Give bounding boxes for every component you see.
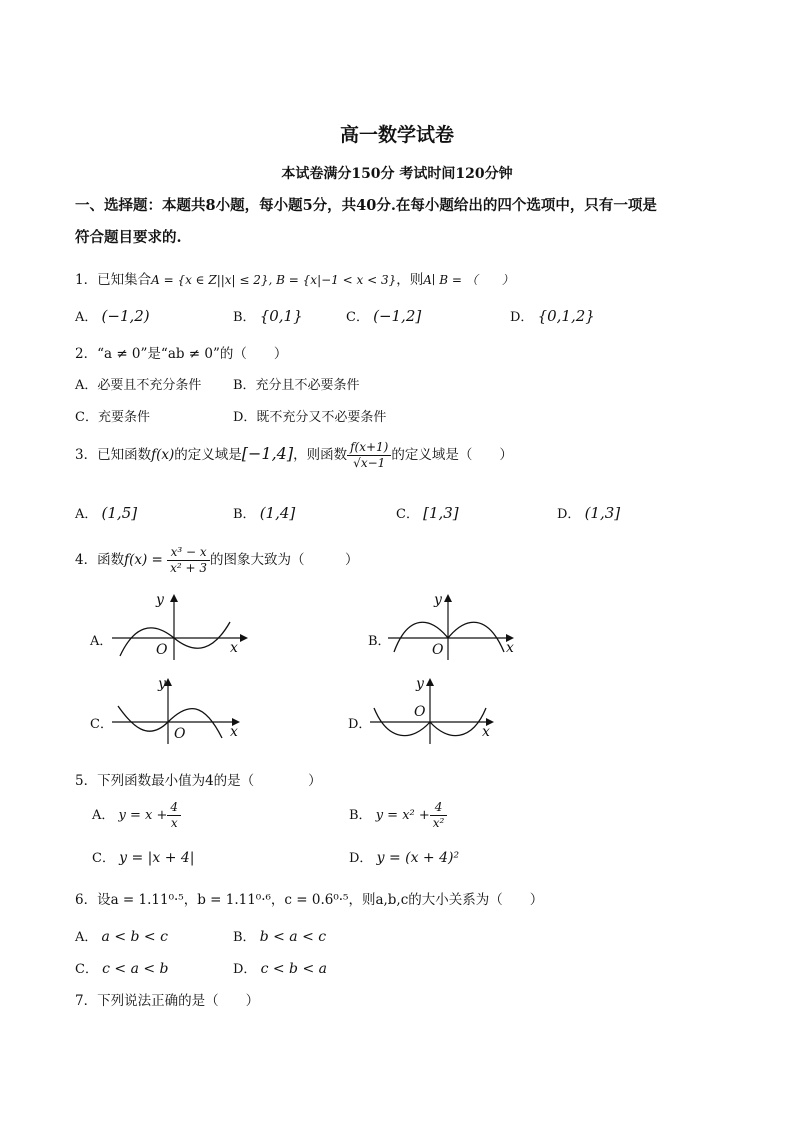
numerator: 4: [167, 800, 181, 816]
question-4: [75, 545, 359, 576]
option-letter: C．: [396, 507, 419, 522]
option-value: y = x +: [118, 808, 168, 823]
q1-pre: 1．已知集合: [75, 272, 152, 288]
q3-post: 的定义域是（ ）: [391, 447, 513, 463]
option-letter: B．: [233, 507, 256, 522]
q1-option-d[interactable]: [510, 306, 595, 325]
q3-domain: [−1,4]: [241, 444, 294, 463]
q4-denominator: x² + 3: [170, 561, 208, 575]
q3-denominator: √x−1: [353, 456, 386, 470]
option-letter: A．: [75, 930, 98, 945]
question-6: 6．设a = 1.11⁰·⁵，b = 1.11⁰·⁶，c = 0.6⁰·⁵，则a,b,c的大小关系为（ ）: [75, 892, 544, 908]
option-value: (−1,2]: [373, 307, 422, 325]
q3-option-b[interactable]: [233, 503, 295, 522]
option-letter: D．: [233, 962, 257, 977]
page-title: 高一数学试卷: [339, 124, 454, 146]
q3-option-d[interactable]: [557, 503, 620, 522]
q3-option-c[interactable]: [396, 503, 459, 522]
option-value: b < a < c: [259, 929, 327, 945]
q4-fx: f(x) =: [124, 552, 163, 568]
q6-option-c[interactable]: [75, 958, 169, 977]
x-label: x: [506, 640, 514, 656]
q4-fraction: [167, 545, 210, 576]
option-letter: C．: [75, 962, 98, 977]
q1-option-b[interactable]: [233, 306, 303, 325]
question-2: 2．“a ≠ 0”是“ab ≠ 0”的（ ）: [75, 346, 288, 362]
option-letter: C．: [92, 851, 115, 866]
option-letter: B．: [349, 808, 372, 823]
q6-option-b[interactable]: [233, 926, 326, 945]
q2-option-a[interactable]: A．必要且不充分条件: [75, 378, 202, 393]
option-value: (1,5]: [101, 504, 138, 522]
option-letter: A．: [75, 310, 98, 325]
y-label: y: [416, 676, 424, 692]
option-value: c < b < a: [260, 961, 327, 977]
question-1: [75, 268, 514, 288]
q1-ask: A∣ B = （ ）: [423, 273, 514, 287]
origin-label: O: [156, 642, 168, 658]
q1-option-c[interactable]: [346, 306, 421, 325]
q5-b-fraction: [430, 800, 448, 831]
origin-label: O: [414, 704, 426, 720]
option-letter: B．: [233, 930, 256, 945]
q3-numerator: f(x+1): [347, 440, 391, 456]
q6-option-d[interactable]: [233, 958, 327, 977]
q3-fx: f(x): [151, 447, 175, 463]
option-value: a < b < c: [101, 929, 168, 945]
option-value: (1,3]: [584, 504, 621, 522]
q5-a-fraction: [167, 800, 181, 831]
y-axis-arrow-icon: [444, 594, 452, 602]
q3-pre: 3．已知函数: [75, 447, 152, 463]
option-value: {0,1}: [259, 307, 303, 325]
q2-option-c[interactable]: C．充要条件: [75, 410, 150, 425]
q2-option-b[interactable]: B．充分且不必要条件: [233, 378, 360, 393]
question-3: [75, 440, 513, 471]
curve: [394, 622, 504, 652]
option-value: {0,1,2}: [537, 307, 595, 325]
x-label: x: [230, 640, 238, 656]
q4-option-a[interactable]: A．: [90, 634, 113, 649]
question-7: 7．下列说法正确的是（ ）: [75, 993, 260, 1009]
q4-graph-b: [388, 592, 528, 662]
q3-mid2: ，则函数: [293, 447, 348, 463]
q1-option-a[interactable]: [75, 306, 150, 325]
x-label: x: [482, 724, 490, 740]
numerator: 4: [430, 800, 448, 816]
q6-option-a[interactable]: [75, 926, 168, 945]
q5-option-d[interactable]: [349, 847, 459, 866]
option-value: y = |x + 4|: [119, 850, 195, 866]
x-label: x: [230, 724, 238, 740]
q1-post: ，则: [396, 272, 424, 288]
y-axis-arrow-icon: [426, 678, 434, 686]
option-letter: A．: [92, 808, 115, 823]
q4-graph-c: [112, 676, 252, 746]
q4-graph-a: [112, 592, 252, 662]
q5-option-a[interactable]: [92, 800, 181, 831]
y-axis-arrow-icon: [170, 594, 178, 602]
x-axis-arrow-icon: [240, 634, 248, 642]
y-label: y: [156, 592, 164, 608]
section-heading-cont: 符合题目要求的.: [75, 229, 182, 246]
option-value: [1,3]: [423, 504, 459, 522]
denominator: x: [170, 816, 178, 830]
q4-pre: 4．函数: [75, 552, 125, 568]
denominator: x²: [432, 816, 445, 830]
option-value: y = (x + 4)²: [376, 850, 460, 866]
q4-graph-d: [370, 676, 510, 746]
q3-fraction: [347, 440, 391, 471]
option-value: (1,4]: [259, 504, 296, 522]
q4-option-b[interactable]: B．: [368, 634, 391, 649]
q5-option-c[interactable]: [92, 847, 195, 866]
option-letter: D．: [557, 507, 581, 522]
q3-mid: 的定义域是: [174, 447, 242, 463]
q1-sets: A = {x ∈ Z||x| ≤ 2}, B = {x|−1 < x < 3}: [151, 273, 397, 287]
q5-option-b[interactable]: [349, 800, 447, 831]
origin-label: O: [174, 726, 186, 742]
option-letter: C．: [346, 310, 369, 325]
origin-label: O: [432, 642, 444, 658]
option-value: y = x² +: [375, 808, 430, 823]
q4-option-c[interactable]: C．: [90, 717, 113, 732]
q4-option-d[interactable]: D．: [348, 717, 372, 732]
y-label: y: [158, 676, 166, 692]
curve: [120, 622, 230, 656]
option-value: c < a < b: [102, 961, 169, 977]
y-label: y: [434, 592, 442, 608]
question-5: 5．下列函数最小值为4的是（ ）: [75, 773, 322, 789]
option-value: (−1,2): [101, 307, 150, 325]
option-letter: B．: [233, 310, 256, 325]
option-letter: D．: [510, 310, 534, 325]
section-heading: 一、选择题：本题共8小题，每小题5分，共40分.在每小题给出的四个选项中，只有一项是: [75, 197, 657, 214]
option-letter: D．: [349, 851, 373, 866]
q4-numerator: x³ − x: [167, 545, 210, 561]
option-letter: A．: [75, 507, 98, 522]
exam-subtitle: 本试卷满分150分 考试时间120分钟: [281, 166, 513, 182]
q3-option-a[interactable]: [75, 503, 137, 522]
q2-option-d[interactable]: D．既不充分又不必要条件: [233, 410, 387, 425]
q4-post: 的图象大致为（ ）: [210, 552, 359, 568]
